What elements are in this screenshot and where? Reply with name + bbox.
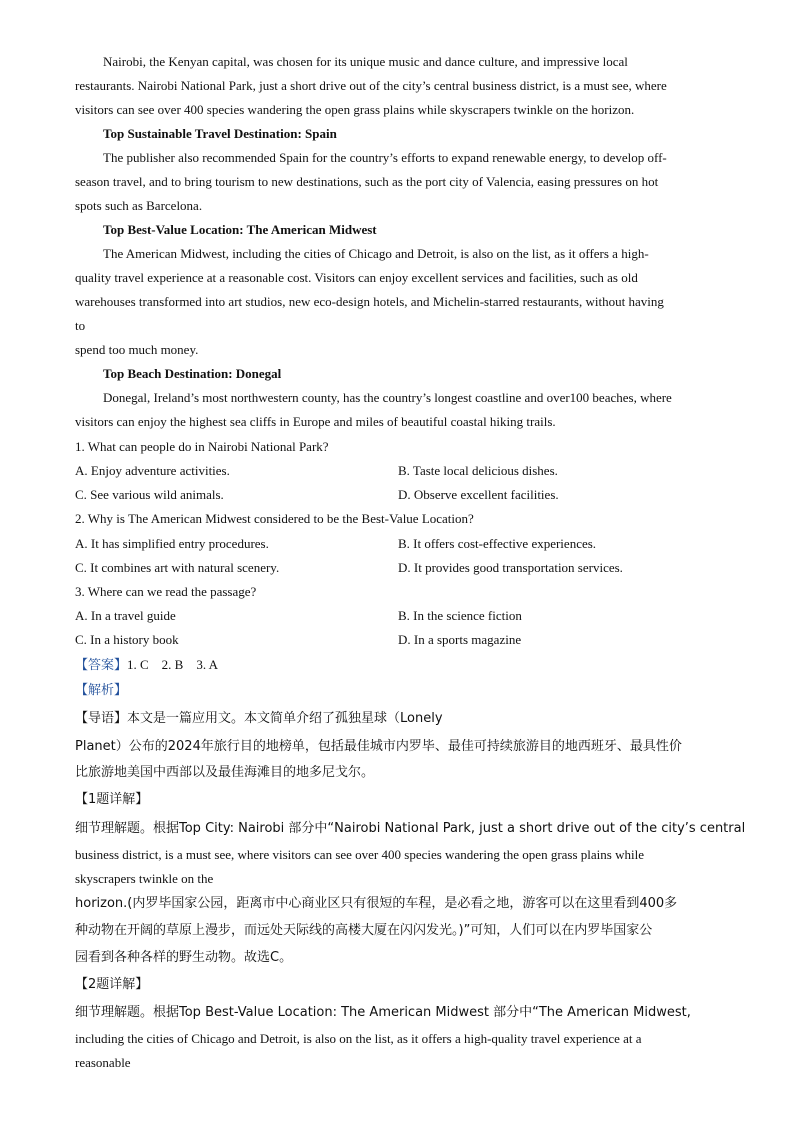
intro-line: 比旅游地美国中西部以及最佳海滩目的地多尼戈尔。 [75,765,375,780]
option: A. Enjoy adventure activities. [75,463,230,478]
option: A. It has simplified entry procedures. [75,536,269,551]
detail-line: 园看到各种各样的野生动物。故选C。 [75,950,293,965]
section-heading: Top Beach Destination: Donegal [103,366,282,381]
detail-heading: 【2题详解】 [75,977,149,992]
passage-line: The publisher also recommended Spain for the country’s efforts to expand renewable energy, to develop off- [103,150,667,165]
passage-line: quality travel experience at a reasonable cost. Visitors can enjoy excellent services and facilities, such as old [75,270,638,285]
passage-line: to [75,318,86,333]
analysis-label: 【解析】 [75,683,128,698]
question-stem: 1. What can people do in Nairobi National Park? [75,439,329,454]
option: D. It provides good transportation services. [398,560,623,575]
detail-line: horizon.(内罗毕国家公园，距离市中心商业区只有很短的车程，是必看之地，游客可以在这里看到400多 [75,896,678,911]
answer-text: 1. C 2. B 3. A [127,657,219,672]
detail-heading: 【1题详解】 [75,792,149,807]
passage-line: The American Midwest, including the cities of Chicago and Detroit, is also on the list, as it offers a high- [103,246,649,261]
passage-line: warehouses transformed into art studios, new eco-design hotels, and Michelin-starred restaurants, without having [75,294,664,309]
detail-line: 种动物在开阔的草原上漫步，而远处天际线的高楼大厦在闪闪发光。)”可知，人们可以在内罗毕国家公 [75,923,653,938]
option: C. It combines art with natural scenery. [75,560,280,575]
question-stem: 2. Why is The American Midwest considered to be the Best-Value Location? [75,511,474,526]
detail-line: 细节理解题。根据Top City: Nairobi 部分中“Nairobi National Park, just a short drive out of the city’s central [75,821,746,836]
option: A. In a travel guide [75,608,176,623]
option: B. Taste local delicious dishes. [398,463,558,478]
option: D. Observe excellent facilities. [398,487,559,502]
passage-line: Donegal, Ireland’s most northwestern county, has the country’s longest coastline and over100 beaches, where [103,390,672,405]
passage-line: restaurants. Nairobi National Park, just a short drive out of the city’s central business district, is a must see, where [75,78,667,93]
passage-line: season travel, and to bring tourism to new destinations, such as the port city of Valencia, easing pressures on hot [75,174,659,189]
detail-line: 细节理解题。根据Top Best-Value Location: The American Midwest 部分中“The American Midwest, [75,1005,691,1020]
option: C. In a history book [75,632,179,647]
detail-line: reasonable [75,1055,131,1070]
answer-line [75,657,725,674]
detail-line: including the cities of Chicago and Detroit, is also on the list, as it offers a high-quality travel experience at a [75,1031,642,1046]
section-heading: Top Sustainable Travel Destination: Spain [103,126,337,141]
intro-line [75,711,725,727]
section-heading: Top Best-Value Location: The American Midwest [103,222,377,237]
option: C. See various wild animals. [75,487,224,502]
passage-line: Nairobi, the Kenyan capital, was chosen for its unique music and dance culture, and impressive local [103,54,628,69]
detail-line: skyscrapers twinkle on the [75,871,214,886]
passage-line: visitors can enjoy the highest sea cliffs in Europe and miles of beautiful coastal hiking trails. [75,414,556,429]
intro-line: Planet）公布的2024年旅行目的地榜单，包括最佳城市内罗毕、最佳可持续旅游目的地西班牙、最具性价 [75,739,682,754]
intro-label: 【导语】 [75,711,128,726]
option: B. It offers cost-effective experiences. [398,536,597,551]
passage-line: visitors can see over 400 species wandering the open grass plains while skyscrapers twinkle on the horizon. [75,102,635,117]
question-stem: 3. Where can we read the passage? [75,584,257,599]
option: B. In the science fiction [398,608,522,623]
passage-line: spend too much money. [75,342,199,357]
intro-text: 本文是一篇应用文。本文简单介绍了孤独星球（Lonely [127,711,443,726]
detail-line: business district, is a must see, where visitors can see over 400 species wandering the open grass plains while [75,847,644,862]
option: D. In a sports magazine [398,632,522,647]
passage-line: spots such as Barcelona. [75,198,203,213]
answer-label: 【答案】 [75,658,128,673]
